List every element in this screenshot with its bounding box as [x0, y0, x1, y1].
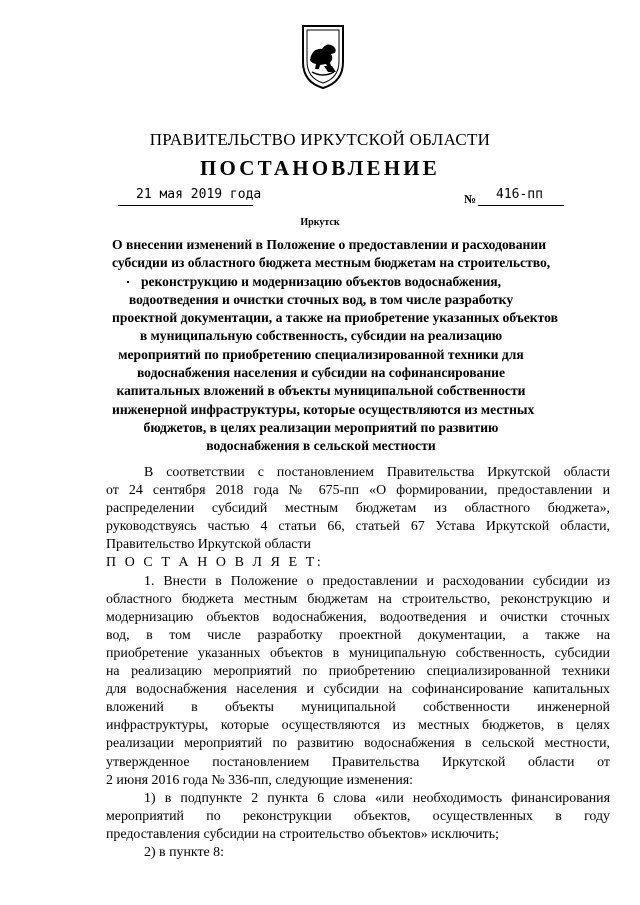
date-underline	[118, 205, 253, 206]
body-line: вод, в том числе разработку проектной документации, а также на	[106, 627, 610, 643]
title-line: субсидии из областного бюджета местным бюджетам на строительство,	[112, 255, 551, 271]
body-line: приобретение указанных объектов в муниципальную собственность, субсидии	[106, 645, 610, 661]
body-line: инфраструктуры, которые осуществляются из местных бюджетов, в целях	[106, 718, 610, 734]
body-line: на реализацию мероприятий по приобретению специализированной техники	[106, 664, 610, 680]
title-line: проектной документации, а также на приобретение указанных объектов	[112, 310, 558, 326]
number-underline	[478, 205, 564, 206]
body-line: В соответствии с постановлением Правительства Иркутской области	[144, 465, 610, 480]
title-line: О внесении изменений в Положение о предоставлении и расходовании	[112, 237, 547, 252]
document-type: ПОСТАНОВЛЕНИЕ	[199, 156, 441, 180]
number-sign: №	[464, 192, 477, 206]
body-line: от 24 сентября 2018 года № 675-пп «О формировании, предоставлении и	[106, 483, 610, 499]
body-line: мероприятий по реконструкции объектов, осуществленных в году	[106, 808, 610, 824]
body-line: для водоснабжения населения и субсидии на софинансирование капитальных	[106, 682, 610, 698]
body-line: 1. Внести в Положение о предоставлении и расходовании субсидии из	[144, 573, 610, 589]
decree-date: 21 мая 2019 года	[136, 187, 262, 202]
title-line: водоснабжения населения и субсидии на софинансирование	[136, 365, 506, 381]
resolves-heading: П О С Т А Н О В Л Я Е Т:	[106, 555, 324, 571]
government-name: ПРАВИТЕЛЬСТВО ИРКУТСКОЙ ОБЛАСТИ	[149, 130, 491, 149]
body-line: руководствуясь частью 4 статьи 66, статьей 67 Устава Иркутской области,	[106, 519, 610, 535]
body-line: модернизацию объектов водоснабжения, водоотведения и очистки сточных	[106, 609, 610, 625]
title-line: реконструкцию и модернизацию объектов водоснабжения,	[140, 273, 502, 289]
decree-number: 416-пп	[496, 187, 543, 202]
title-line: в муниципальную собственность, субсидии на реализацию	[139, 328, 503, 344]
decree-title	[112, 236, 558, 456]
title-line: водоотведения и очистки сточных вод, в том числе разработку	[128, 291, 514, 307]
title-line: мероприятий по приобретению специализированной техники для	[118, 346, 524, 362]
decree-body	[106, 464, 610, 862]
body-line: 1) в подпункте 2 пункта 6 слова «или необходимость финансирования	[144, 790, 610, 806]
title-line: капитальных вложений в объекты муниципальной собственности	[116, 383, 526, 399]
body-line: 2) в пункте 8:	[144, 844, 224, 860]
title-line: бюджетов, в целях реализации мероприятий по развитию	[143, 419, 499, 435]
body-line: распределении субсидий местным бюджетам из областного бюджета»,	[106, 501, 610, 517]
city-name: Иркутск	[300, 217, 340, 228]
body-line: 2 июня 2016 года № 336-пп, следующие изменения:	[106, 772, 414, 788]
body-line: областного бюджета местным бюджетам на строительство, реконструкцию и	[106, 591, 610, 607]
body-line: предоставления субсидии на строительство объектов» исключить;	[106, 826, 499, 842]
irkutsk-coat-of-arms-icon	[300, 22, 346, 90]
body-line: реализации мероприятий по развитию водоснабжения в сельской местности,	[106, 736, 610, 752]
body-line: Правительство Иркутской области	[106, 537, 311, 553]
body-line: утвержденное постановлением Правительства Иркутской области от	[106, 754, 610, 770]
title-line: инженерной инфраструктуры, которые осуществляются из местных	[112, 401, 535, 417]
body-line: вложений в объекты муниципальной собственности инженерной	[106, 700, 610, 716]
title-line: водоснабжения в сельской местности	[206, 438, 436, 454]
